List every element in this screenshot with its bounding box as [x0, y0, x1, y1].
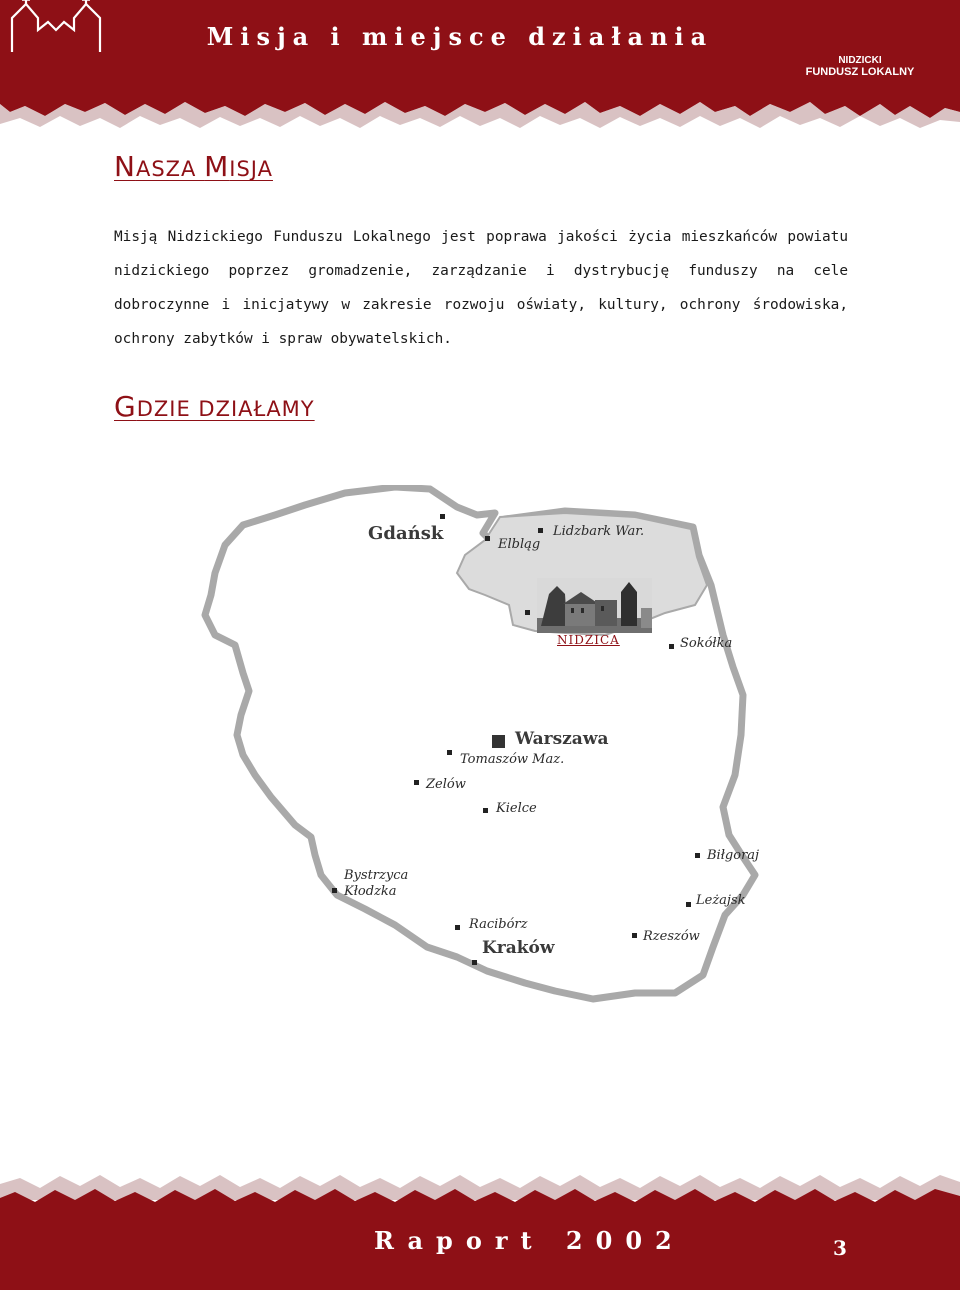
- city-marker-gdansk: [440, 514, 445, 519]
- city-marker-lezajsk: [686, 902, 691, 907]
- heading-initial: G: [114, 390, 137, 423]
- city-label-zelow: Zelów: [426, 777, 466, 792]
- logo-text-line1: NIDZICKI: [838, 55, 882, 66]
- mission-paragraph: Misją Nidzickiego Funduszu Lokalnego jest poprawa jakości życia mieszkańców powiatu nidzickiego poprzez gromadzenie, zarządzanie i dystrybucję funduszy na cele dobroczynne i inicjatywy w zakresie rozwoju oświaty, kultury, ochrony środowiska, ochrony zabytków i spraw obywatelskich.: [114, 229, 848, 347]
- footer-title: Raport 2002: [374, 1226, 685, 1255]
- city-marker-warszawa: [492, 735, 505, 748]
- city-label-bystrzyca: Bystrzyca: [344, 868, 409, 883]
- city-marker-bilgoraj: [695, 853, 700, 858]
- nidzica-castle-image: [537, 578, 652, 633]
- city-label-raciborz: Racibórz: [469, 917, 528, 932]
- city-marker-rzeszow: [632, 933, 637, 938]
- city-marker-nidzica: [525, 610, 530, 615]
- logo-icon: [0, 0, 120, 80]
- logo-text-line2: FUNDUSZ LOKALNY: [805, 66, 915, 78]
- section-heading-gdzie: [114, 390, 315, 423]
- city-label-warszawa: Warszawa: [515, 729, 609, 749]
- heading-rest-2: ISJA: [229, 157, 273, 181]
- city-label-tomaszow: Tomaszów Maz.: [460, 752, 565, 767]
- city-label-sokolka: Sokółka: [680, 636, 733, 651]
- header-title: Misja i miejsce działania: [206, 22, 714, 51]
- heading-rest: DZIE DZIAŁAMY: [136, 397, 315, 421]
- heading-rest: ASZA: [135, 157, 205, 181]
- city-marker-sokolka: [669, 644, 674, 649]
- heading-initial-2: M: [204, 150, 230, 183]
- city-label-elblag: Elbląg: [498, 537, 541, 552]
- page-number: 3: [833, 1236, 847, 1260]
- page-header: [0, 0, 960, 130]
- city-label-nidzica: NIDZICA: [557, 633, 620, 647]
- city-label-lidzbark: Lidzbark War.: [553, 524, 645, 539]
- heading-initial: N: [114, 150, 136, 183]
- city-label-bilgoraj: Biłgoraj: [707, 848, 760, 863]
- city-marker-elblag: [485, 536, 490, 541]
- city-label-krakow: Kraków: [482, 938, 555, 958]
- city-marker-krakow: [472, 960, 477, 965]
- city-label-gdansk: Gdańsk: [368, 523, 444, 544]
- city-label-kielce: Kielce: [496, 801, 537, 816]
- city-marker-raciborz: [455, 925, 460, 930]
- city-label-klodzka: Kłodzka: [344, 884, 397, 899]
- city-label-rzeszow: Rzeszów: [643, 929, 700, 944]
- city-marker-zelow: [414, 780, 419, 785]
- city-marker-tomaszow: [447, 750, 452, 755]
- city-marker-bystrzyca: [332, 888, 337, 893]
- city-marker-kielce: [483, 808, 488, 813]
- section-heading-misja: [114, 150, 273, 183]
- city-marker-lidzbark: [538, 528, 543, 533]
- city-label-lezajsk: Leżajsk: [696, 893, 746, 908]
